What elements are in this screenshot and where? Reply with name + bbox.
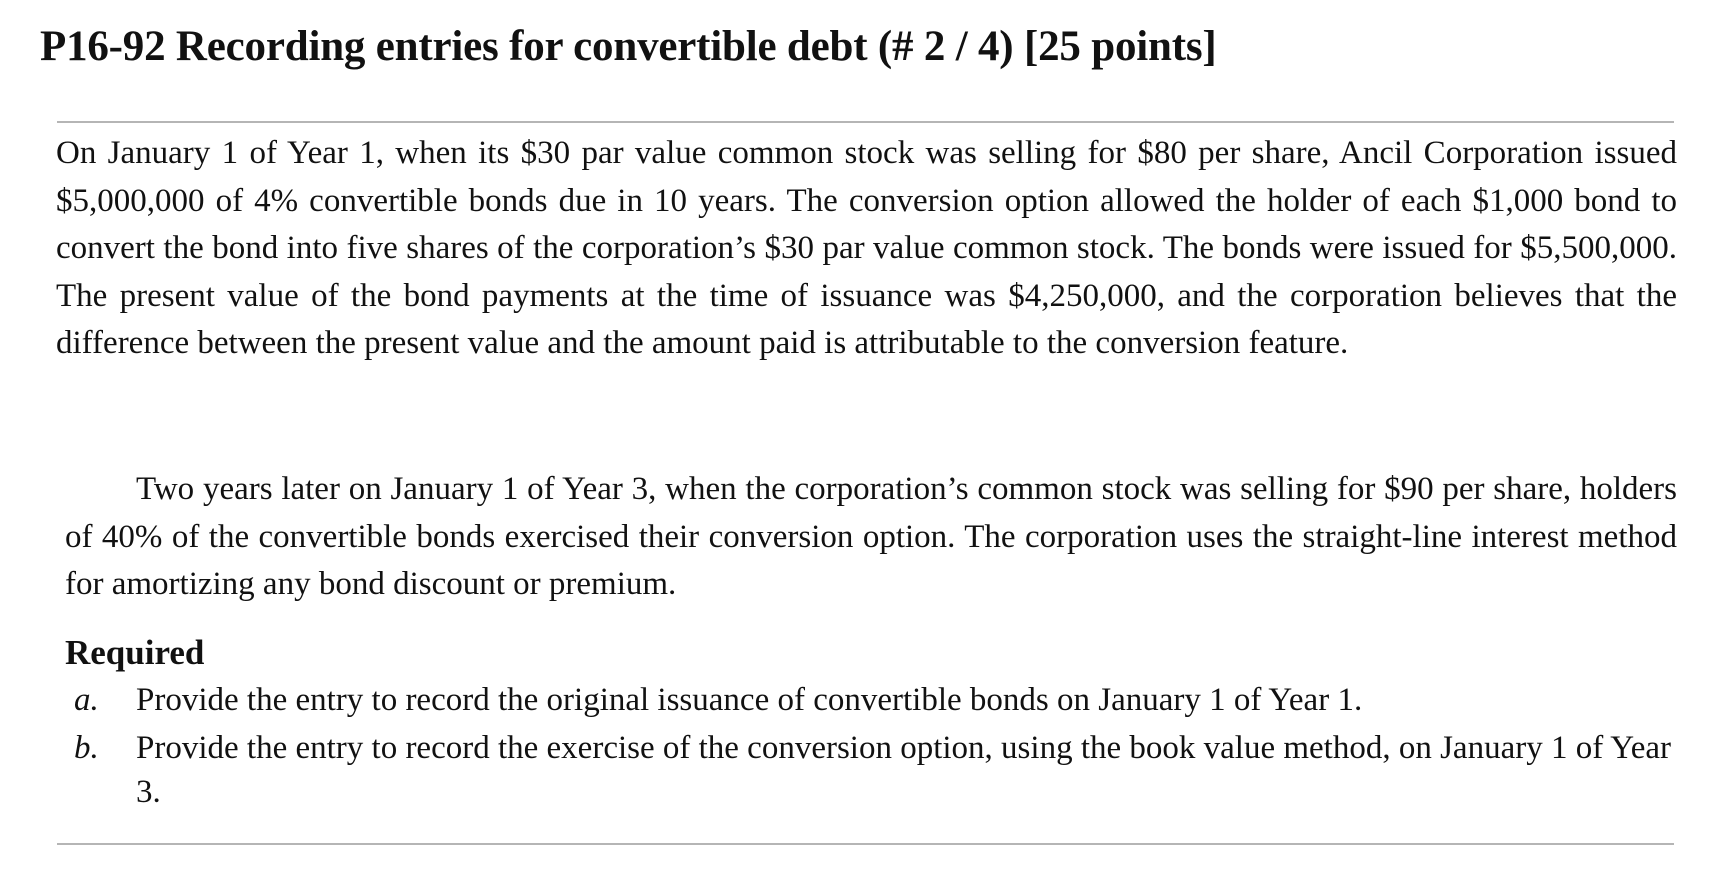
required-item-b — [65, 726, 1677, 814]
problem-title: P16-92 Recording entries for convertible debt (# 2 / 4) [25 points] — [40, 23, 1217, 70]
required-item-text: Provide the entry to record the original issuance of convertible bonds on January 1 of Year 1. — [136, 682, 1363, 718]
bottom-divider — [57, 843, 1674, 845]
problem-paragraph-2: Two years later on January 1 of Year 3, when the corporation’s common stock was selling for $90 per share, holders of 40% of the convertible bonds exercised their conversion option. The corporation uses the straight-line interest method for amortizing any bond discount or premium. — [65, 471, 1677, 602]
top-divider — [57, 121, 1674, 123]
required-heading: Required — [65, 633, 205, 672]
required-item-a — [65, 678, 1677, 722]
required-item-text: Provide the entry to record the exercise of the conversion option, using the book value method, on January 1 of Year 3. — [136, 730, 1672, 810]
required-item-letter: b. — [74, 730, 99, 766]
problem-paragraph-1: On January 1 of Year 1, when its $30 par value common stock was selling for $80 per share, Ancil Corporation issued $5,000,000 of 4% convertible bonds due in 10 years. The conversion option allowed the holder of each $1,000 bond to convert the bond into five shares of the corporation’s $30 par value common stock. The bonds were issued for $5,500,000. The present value of the bond payments at the time of issuance was $4,250,000, and the corporation believes that the difference between the present value and the amount paid is attributable to the conversion feature. — [56, 135, 1677, 361]
required-item-letter: a. — [74, 682, 99, 718]
